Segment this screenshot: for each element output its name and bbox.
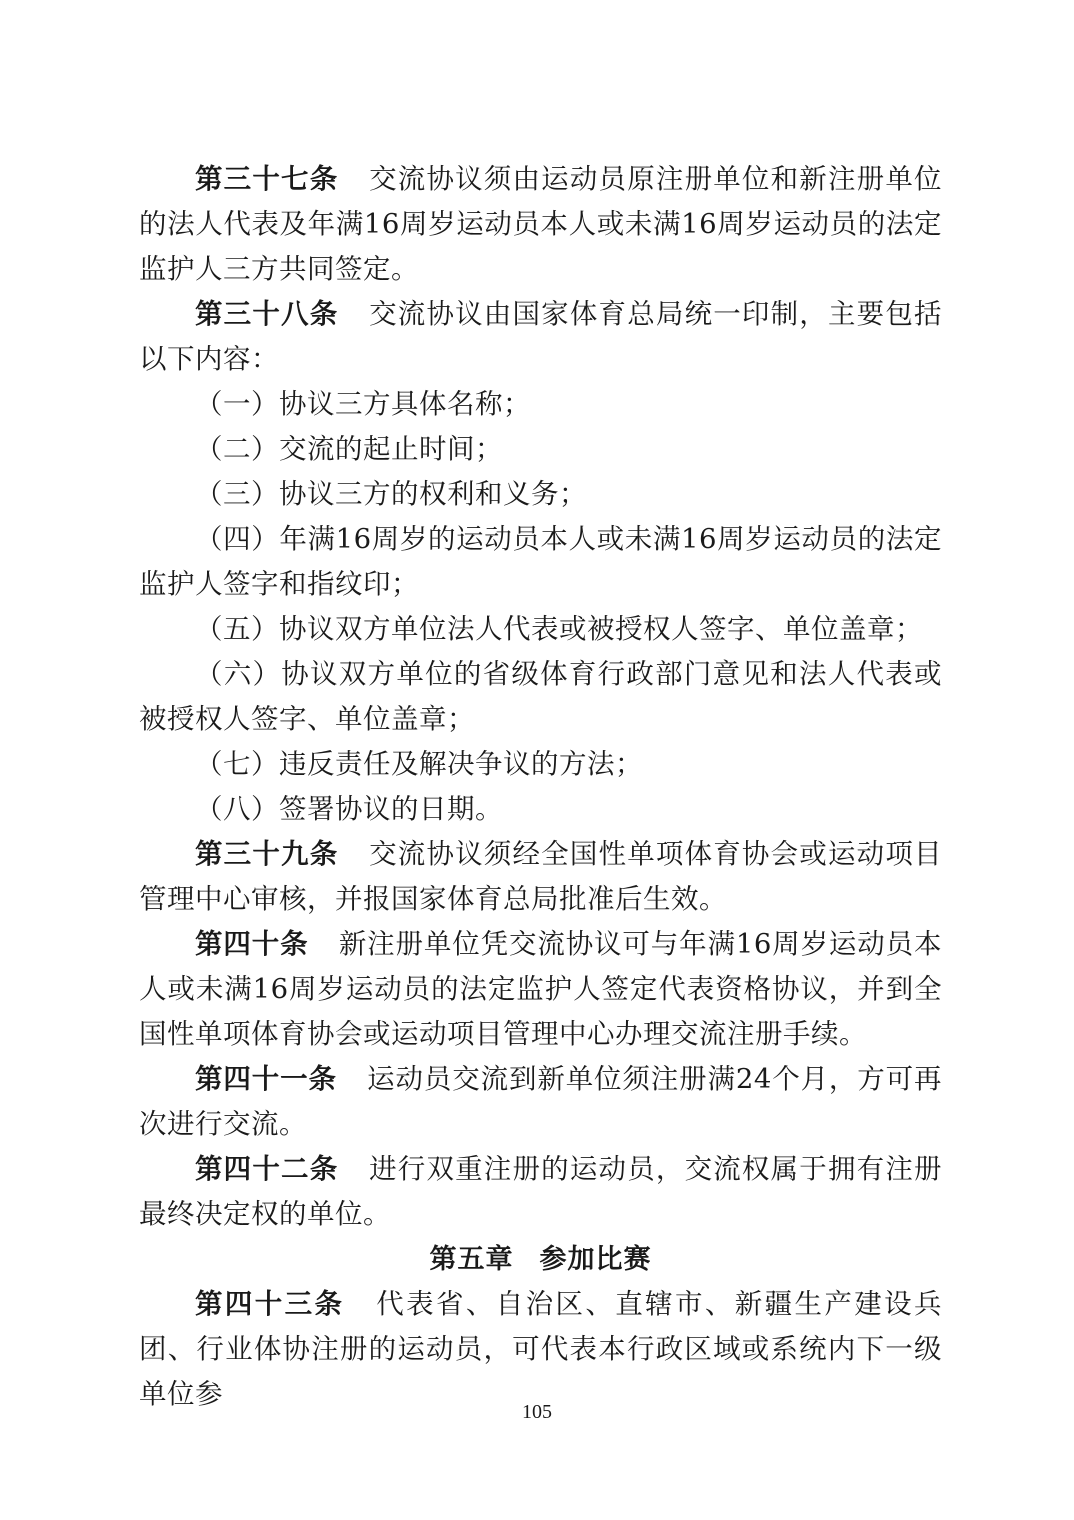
article-text: 交流协议须由运动员原注册单位和新注册单位的法人代表及年满16周岁运动员本人或未满16周岁运动员的法定监护人三方共同签定。 bbox=[139, 163, 943, 285]
article-39 bbox=[139, 832, 942, 922]
list-item-4: （四）年满16周岁的运动员本人或未满16周岁运动员的法定监护人签字和指纹印； bbox=[139, 523, 942, 600]
article-text: 进行双重注册的运动员，交流权属于拥有注册最终决定权的单位。 bbox=[139, 1153, 943, 1230]
article-37 bbox=[139, 157, 942, 292]
list-item-8: （八）签署协议的日期。 bbox=[195, 793, 503, 825]
page-number: 105 bbox=[522, 1401, 552, 1423]
article-number: 第四十二条 bbox=[195, 1153, 339, 1185]
article-number: 第三十七条 bbox=[195, 163, 339, 195]
article-number: 第三十九条 bbox=[195, 838, 339, 870]
article-40 bbox=[139, 922, 942, 1057]
article-text: 交流协议须经全国性单项体育协会或运动项目管理中心审核，并报国家体育总局批准后生效。 bbox=[139, 838, 943, 915]
list-item-3: （三）协议三方的权利和义务； bbox=[195, 478, 587, 510]
article-number: 第四十三条 bbox=[195, 1288, 345, 1320]
article-number: 第四十一条 bbox=[195, 1063, 337, 1095]
article-number: 第四十条 bbox=[195, 928, 309, 960]
list-item-6: （六）协议双方单位的省级体育行政部门意见和法人代表或被授权人签字、单位盖章； bbox=[139, 658, 942, 735]
article-43 bbox=[139, 1282, 942, 1417]
list-item-7: （七）违反责任及解决争议的方法； bbox=[195, 748, 643, 780]
list-item-5: （五）协议双方单位法人代表或被授权人签字、单位盖章； bbox=[195, 613, 923, 645]
chapter-heading bbox=[139, 1237, 942, 1282]
article-38 bbox=[139, 292, 942, 382]
article-42 bbox=[139, 1147, 942, 1237]
document-body bbox=[139, 157, 942, 1417]
list-item-1: （一）协议三方具体名称； bbox=[195, 388, 531, 420]
article-number: 第三十八条 bbox=[195, 298, 339, 330]
article-text: 新注册单位凭交流协议可与年满16周岁运动员本人或未满16周岁运动员的法定监护人签定代表资格协议，并到全国性单项体育协会或运动项目管理中心办理交流注册手续。 bbox=[139, 928, 943, 1050]
chapter-title: 参加比赛 bbox=[539, 1244, 652, 1275]
article-text: 运动员交流到新单位须注册满24个月，方可再次进行交流。 bbox=[139, 1063, 943, 1140]
article-text: 交流协议由国家体育总局统一印制，主要包括以下内容： bbox=[139, 298, 943, 375]
list-item-2: （二）交流的起止时间； bbox=[195, 433, 503, 465]
chapter-number: 第五章 bbox=[429, 1244, 514, 1275]
article-41 bbox=[139, 1057, 942, 1147]
article-text: 代表省、自治区、直辖市、新疆生产建设兵团、行业体协注册的运动员，可代表本行政区域或系统内下一级单位参 bbox=[139, 1288, 942, 1410]
